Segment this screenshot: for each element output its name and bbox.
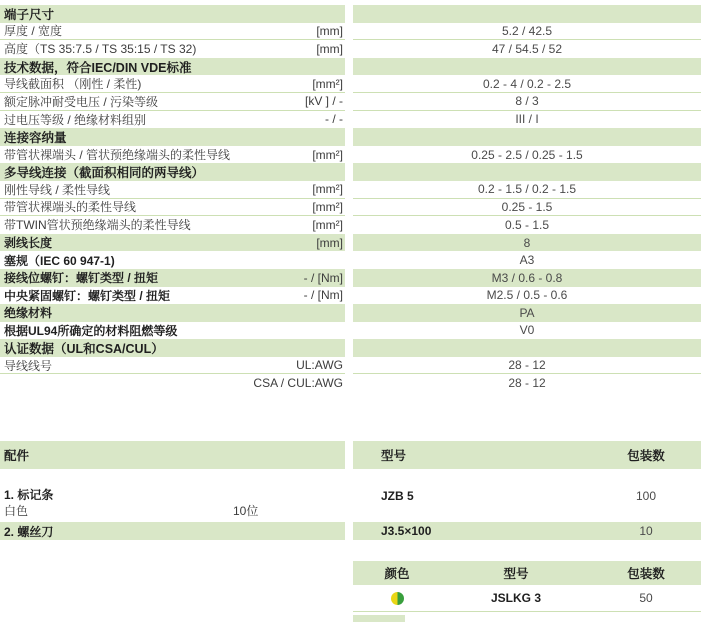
spec-table-row [0, 251, 701, 269]
spec-table-row [0, 181, 701, 199]
spec-label: 导线线号 [4, 358, 53, 373]
spec-label: 额定脉冲耐受电压 / 污染等级 [4, 94, 159, 109]
spec-label-cell [0, 357, 345, 375]
spec-unit: [mm] [316, 41, 343, 56]
spec-table-row [0, 234, 701, 252]
spec-table-row [0, 216, 701, 234]
accessory-2-pack-qty: 10 [639, 524, 653, 538]
spec-label: 认证数据（UL和CSA/CUL） [4, 342, 164, 357]
spec-value: III / I [515, 112, 539, 127]
spec-table-row [0, 93, 701, 111]
spec-label-cell [0, 234, 345, 252]
spec-value: 8 / 3 [515, 94, 539, 109]
accessories-right-block [353, 441, 701, 540]
spec-unit: [mm²] [312, 217, 343, 232]
column-gutter [345, 304, 353, 322]
spec-label: 技术数据，符合IEC/DIN VDE标准 [4, 60, 192, 75]
spec-value-cell [353, 269, 701, 287]
spec-value-cell [353, 181, 701, 199]
spec-label: 接线位螺钉：螺钉类型 / 扭矩 [4, 271, 159, 286]
column-gutter [345, 181, 353, 199]
column-gutter [345, 216, 353, 234]
spec-unit: - / [Nm] [303, 270, 343, 285]
accessory-1-spec: 10位 [233, 504, 259, 518]
spec-value-cell [353, 251, 701, 269]
spec-label-cell [0, 269, 345, 287]
spec-unit: [mm²] [312, 147, 343, 162]
spec-label: 带TWIN管状预绝缘端头的柔性导线 [4, 218, 191, 233]
spec-label-cell [0, 374, 345, 392]
accessory-2-order-row [353, 522, 701, 540]
accessories-title [0, 441, 345, 469]
spec-value-cell [353, 128, 701, 146]
column-gutter [345, 93, 353, 111]
spec-value: 0.25 - 2.5 / 0.25 - 1.5 [471, 147, 583, 162]
spec-value: 0.2 - 1.5 / 0.2 - 1.5 [477, 182, 577, 197]
spec-table-row [0, 287, 701, 305]
spec-unit: - / - [325, 112, 343, 127]
spec-table-row [0, 146, 701, 164]
spec-value-cell [353, 75, 701, 93]
spec-label-cell [0, 322, 345, 340]
column-gutter [345, 146, 353, 164]
spec-value-cell [353, 93, 701, 111]
column-gutter [345, 234, 353, 252]
spec-label: 带管状裸端头的柔性导线 [4, 200, 137, 215]
accessories-title-label: 配件 [4, 449, 30, 463]
spec-value-cell [353, 40, 701, 58]
spec-label-cell [0, 111, 345, 129]
spec-value: M3 / 0.6 - 0.8 [491, 270, 563, 285]
color-column-header: 颜色 [384, 567, 410, 581]
pack-qty-column-header: 包装数 [627, 567, 665, 581]
accessory-1-details [4, 503, 345, 519]
spec-value-cell [353, 199, 701, 217]
column-gutter [345, 128, 353, 146]
column-gutter [345, 287, 353, 305]
spec-table-row [0, 357, 701, 375]
spec-label-cell [0, 5, 345, 23]
spec-value-cell [353, 357, 701, 375]
spec-label: 连接容纳量 [4, 130, 67, 145]
spec-label-cell [0, 75, 345, 93]
spec-unit: [kV ] / - [304, 94, 343, 109]
spec-value: 28 - 12 [508, 358, 546, 373]
spec-value: 0.25 - 1.5 [501, 199, 553, 214]
spec-label-cell [0, 146, 345, 164]
spec-label-cell [0, 181, 345, 199]
spec-label: 厚度 / 宽度 [4, 24, 63, 39]
truncated-next-row-stub [353, 615, 405, 622]
accessory-1-color: 白色 [4, 504, 29, 518]
column-gutter [345, 374, 353, 392]
spec-label: 塞规（IEC 60 947-1) [4, 253, 115, 268]
model-column-header: 型号 [381, 449, 407, 463]
color-table-header [353, 561, 701, 585]
spec-value: 28 - 12 [508, 376, 546, 391]
spec-table-row [0, 75, 701, 93]
accessories-section [0, 441, 701, 540]
accessory-1-model: JZB 5 [381, 488, 414, 503]
spec-table-row [0, 58, 701, 76]
spec-label-cell [0, 40, 345, 58]
spec-table-row [0, 5, 701, 23]
accessory-1-name: 1. 标记条 [4, 488, 54, 502]
spec-label: 过电压等级 / 绝缘材料组别 [4, 112, 147, 127]
column-gutter [345, 23, 353, 41]
column-gutter [345, 357, 353, 375]
spec-value-cell [353, 58, 701, 76]
spec-label: 绝缘材料 [4, 306, 53, 321]
spec-label-cell [0, 199, 345, 217]
color-variant-row [353, 585, 701, 612]
spec-table [0, 5, 701, 392]
spec-table-row [0, 322, 701, 340]
spec-unit: CSA / CUL:AWG [253, 376, 343, 391]
spec-label-cell [0, 23, 345, 41]
spec-label: 端子尺寸 [4, 7, 55, 22]
spec-value-cell [353, 23, 701, 41]
spec-value-cell [353, 234, 701, 252]
spec-label: 带管状裸端头 / 管状预绝缘端头的柔性导线 [4, 148, 231, 163]
spec-table-row [0, 304, 701, 322]
spec-value: PA [519, 305, 535, 320]
spec-table-row [0, 23, 701, 41]
spec-table-row [0, 374, 701, 392]
spec-value-cell [353, 216, 701, 234]
color-variant-table [353, 561, 701, 622]
spec-label-cell [0, 339, 345, 357]
column-gutter [345, 75, 353, 93]
spec-unit: [mm²] [312, 182, 343, 197]
column-gutter [345, 441, 353, 540]
column-gutter [345, 339, 353, 357]
variant-model: JSLKG 3 [490, 591, 541, 605]
spec-table-row [0, 199, 701, 217]
accessory-1-pack-qty: 100 [635, 488, 657, 503]
spec-value-cell [353, 339, 701, 357]
accessory-item-1 [0, 469, 345, 522]
model-column-header: 型号 [503, 567, 529, 581]
spec-label: 刚性导线 / 柔性导线 [4, 182, 111, 197]
spec-value-cell [353, 146, 701, 164]
spec-table-row [0, 339, 701, 357]
spec-value: V0 [519, 323, 535, 338]
spec-label: 中央紧固螺钉：螺钉类型 / 扭矩 [4, 288, 171, 303]
spec-label-cell [0, 251, 345, 269]
spec-value: 8 [523, 235, 531, 250]
spec-unit: [mm] [316, 235, 343, 250]
spec-unit: [mm²] [312, 199, 343, 214]
accessory-item-2 [0, 522, 345, 540]
spec-label-cell [0, 304, 345, 322]
spec-value-cell [353, 322, 701, 340]
spec-unit: - / [Nm] [303, 288, 343, 303]
spec-value-cell [353, 304, 701, 322]
spec-label-cell [0, 163, 345, 181]
accessories-left-block [0, 441, 345, 540]
spec-table-row [0, 40, 701, 58]
spec-value-cell [353, 5, 701, 23]
spec-value: 5.2 / 42.5 [501, 23, 553, 38]
column-gutter [345, 111, 353, 129]
spec-value-cell [353, 111, 701, 129]
spec-label-cell [0, 128, 345, 146]
spec-value-cell [353, 163, 701, 181]
spec-table-row [0, 128, 701, 146]
spec-value-cell [353, 374, 701, 392]
spec-label-cell [0, 93, 345, 111]
column-gutter [345, 58, 353, 76]
variant-pack-qty: 50 [639, 591, 653, 605]
column-gutter [345, 322, 353, 340]
spec-label: 高度（TS 35:7.5 / TS 35:15 / TS 32) [4, 42, 197, 57]
column-gutter [345, 163, 353, 181]
spec-label-cell [0, 58, 345, 76]
column-gutter [345, 5, 353, 23]
spec-label: 根据UL94所确定的材料阻燃等级 [4, 323, 178, 338]
spec-value: 0.2 - 4 / 0.2 - 2.5 [482, 76, 572, 91]
spec-unit: UL:AWG [296, 358, 343, 373]
spec-label-cell [0, 216, 345, 234]
spec-value: 47 / 54.5 / 52 [491, 41, 563, 56]
pack-qty-column-header: 包装数 [627, 449, 665, 463]
spec-table-row [0, 111, 701, 129]
spec-unit: [mm] [316, 23, 343, 38]
column-gutter [345, 40, 353, 58]
spec-label-cell [0, 287, 345, 305]
spec-table-row [0, 163, 701, 181]
accessory-1-order-row [353, 469, 701, 522]
spec-value: 0.5 - 1.5 [504, 217, 550, 232]
accessory-2-name: 2. 螺丝刀 [4, 524, 54, 539]
column-gutter [345, 199, 353, 217]
spec-value-cell [353, 287, 701, 305]
column-gutter [345, 251, 353, 269]
color-dot-yellow-green-icon [391, 592, 404, 605]
spec-label: 导线截面积 （刚性 / 柔性) [4, 77, 142, 92]
spec-label: 多导线连接（截面积相同的两导线） [4, 166, 205, 181]
spec-value: A3 [519, 253, 535, 268]
spec-value: M2.5 / 0.5 - 0.6 [486, 288, 568, 303]
spec-table-row [0, 269, 701, 287]
accessories-table-header [353, 441, 701, 469]
spec-unit: [mm²] [312, 76, 343, 91]
spec-label: 剥线长度 [4, 236, 53, 251]
column-gutter [345, 269, 353, 287]
accessory-2-model: J3.5×100 [381, 524, 432, 538]
